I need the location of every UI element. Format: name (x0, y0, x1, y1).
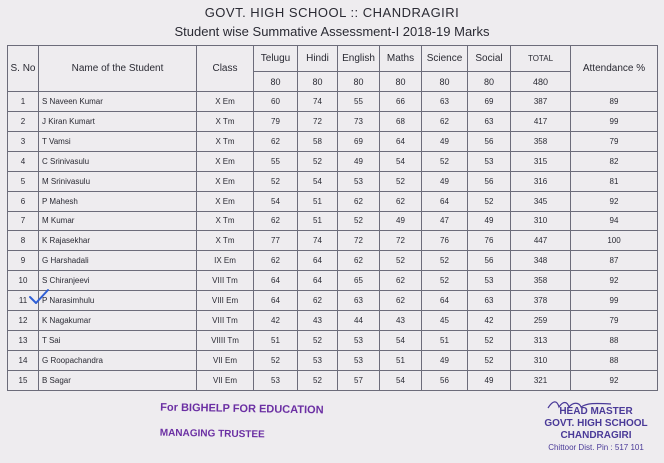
max-total: 480 (511, 72, 571, 92)
row-telugu: 53 (254, 370, 298, 390)
row-total: 310 (511, 350, 571, 370)
row-social: 52 (468, 350, 511, 370)
row-total: 259 (511, 311, 571, 331)
row-total: 321 (511, 370, 571, 390)
row-total: 310 (511, 211, 571, 231)
row-science: 76 (422, 231, 468, 251)
row-science: 64 (422, 191, 468, 211)
header-social: Social (468, 46, 511, 72)
row-class: X Tm (197, 111, 254, 131)
row-class: X Tm (197, 211, 254, 231)
row-english: 53 (338, 171, 380, 191)
row-sno: 13 (8, 331, 39, 351)
row-social: 56 (468, 171, 511, 191)
headmaster-stamp-line1: HEAD MASTER (559, 406, 633, 417)
row-telugu: 79 (254, 111, 298, 131)
row-class: IX Em (197, 251, 254, 271)
header-telugu: Telugu (254, 46, 298, 72)
row-maths: 72 (380, 231, 422, 251)
table-row (8, 231, 658, 251)
row-social: 76 (468, 231, 511, 251)
max-social: 80 (468, 72, 511, 92)
row-science: 45 (422, 311, 468, 331)
row-maths: 54 (380, 331, 422, 351)
row-class: VIII Tm (197, 271, 254, 291)
row-maths: 54 (380, 370, 422, 390)
row-telugu: 62 (254, 211, 298, 231)
row-attendance: 79 (571, 131, 658, 151)
table-row (8, 271, 658, 291)
row-name: P Narasimhulu (39, 291, 197, 311)
trust-stamp-line1: For BIGHELP FOR EDUCATION (160, 401, 324, 417)
row-hindi: 74 (298, 231, 338, 251)
row-maths: 64 (380, 131, 422, 151)
row-total: 345 (511, 191, 571, 211)
row-science: 52 (422, 151, 468, 171)
header-hindi: Hindi (298, 46, 338, 72)
row-attendance: 79 (571, 311, 658, 331)
max-telugu: 80 (254, 72, 298, 92)
row-social: 49 (468, 370, 511, 390)
row-science: 52 (422, 251, 468, 271)
row-sno: 5 (8, 171, 39, 191)
row-telugu: 64 (254, 271, 298, 291)
checkmark-icon (28, 288, 50, 306)
marks-table (7, 45, 658, 391)
row-english: 57 (338, 370, 380, 390)
row-attendance: 94 (571, 211, 658, 231)
row-science: 51 (422, 331, 468, 351)
row-social: 56 (468, 251, 511, 271)
table-row (8, 311, 658, 331)
table-row (8, 92, 658, 112)
row-total: 387 (511, 92, 571, 112)
row-sno: 12 (8, 311, 39, 331)
headmaster-stamp-line3: CHANDRAGIRI (560, 430, 632, 441)
row-class: X Em (197, 171, 254, 191)
row-social: 52 (468, 191, 511, 211)
row-class: VII Em (197, 350, 254, 370)
row-telugu: 52 (254, 171, 298, 191)
row-english: 44 (338, 311, 380, 331)
row-hindi: 64 (298, 271, 338, 291)
row-english: 52 (338, 211, 380, 231)
row-sno: 7 (8, 211, 39, 231)
row-maths: 52 (380, 251, 422, 271)
row-telugu: 60 (254, 92, 298, 112)
row-social: 63 (468, 111, 511, 131)
row-total: 358 (511, 131, 571, 151)
row-sno: 10 (8, 271, 39, 291)
row-hindi: 54 (298, 171, 338, 191)
row-english: 69 (338, 131, 380, 151)
row-hindi: 51 (298, 211, 338, 231)
row-social: 53 (468, 151, 511, 171)
max-maths: 80 (380, 72, 422, 92)
row-name: M Kumar (39, 211, 197, 231)
row-science: 64 (422, 291, 468, 311)
row-telugu: 52 (254, 350, 298, 370)
row-class: VIII Em (197, 291, 254, 311)
row-social: 52 (468, 331, 511, 351)
row-name: T Vamsi (39, 131, 197, 151)
row-sno: 2 (8, 111, 39, 131)
row-attendance: 99 (571, 291, 658, 311)
row-total: 358 (511, 271, 571, 291)
row-hindi: 74 (298, 92, 338, 112)
trust-stamp (160, 402, 324, 442)
row-maths: 66 (380, 92, 422, 112)
table-row (8, 291, 658, 311)
row-hindi: 72 (298, 111, 338, 131)
row-attendance: 88 (571, 331, 658, 351)
row-name: S Naveen Kumar (39, 92, 197, 112)
row-telugu: 54 (254, 191, 298, 211)
row-english: 72 (338, 231, 380, 251)
row-sno: 14 (8, 350, 39, 370)
row-hindi: 53 (298, 350, 338, 370)
max-science: 80 (422, 72, 468, 92)
header-attendance: Attendance % (571, 46, 658, 92)
row-attendance: 89 (571, 92, 658, 112)
table-row (8, 111, 658, 131)
row-total: 417 (511, 111, 571, 131)
row-social: 63 (468, 291, 511, 311)
row-class: VIIII Tm (197, 331, 254, 351)
row-hindi: 62 (298, 291, 338, 311)
row-attendance: 92 (571, 370, 658, 390)
row-name: G Harshadali (39, 251, 197, 271)
row-attendance: 99 (571, 111, 658, 131)
table-row (8, 331, 658, 351)
row-name: T Sai (39, 331, 197, 351)
row-name: J Kiran Kumart (39, 111, 197, 131)
row-attendance: 87 (571, 251, 658, 271)
row-total: 316 (511, 171, 571, 191)
row-sno: 15 (8, 370, 39, 390)
row-total: 348 (511, 251, 571, 271)
headmaster-stamp-line4: Chittoor Dist. Pin : 517 101 (548, 443, 644, 452)
row-social: 56 (468, 131, 511, 151)
row-social: 69 (468, 92, 511, 112)
row-telugu: 62 (254, 131, 298, 151)
header-english: English (338, 46, 380, 72)
table-row (8, 370, 658, 390)
row-class: X Em (197, 92, 254, 112)
row-sno: 1 (8, 92, 39, 112)
row-attendance: 82 (571, 151, 658, 171)
table-row (8, 131, 658, 151)
row-class: VII Em (197, 370, 254, 390)
max-english: 80 (338, 72, 380, 92)
row-attendance: 92 (571, 191, 658, 211)
header-class: Class (197, 46, 254, 92)
row-maths: 51 (380, 350, 422, 370)
row-name: G Roopachandra (39, 350, 197, 370)
row-science: 47 (422, 211, 468, 231)
row-attendance: 100 (571, 231, 658, 251)
row-social: 42 (468, 311, 511, 331)
row-total: 378 (511, 291, 571, 311)
row-name: B Sagar (39, 370, 197, 390)
headmaster-stamp-line2: GOVT. HIGH SCHOOL (544, 418, 648, 429)
row-hindi: 52 (298, 370, 338, 390)
row-class: X Tm (197, 231, 254, 251)
row-name: K Rajasekhar (39, 231, 197, 251)
row-total: 315 (511, 151, 571, 171)
row-hindi: 43 (298, 311, 338, 331)
row-hindi: 52 (298, 151, 338, 171)
row-english: 62 (338, 191, 380, 211)
table-row (8, 151, 658, 171)
row-science: 62 (422, 111, 468, 131)
header-name: Name of the Student (39, 46, 197, 92)
sheet-subtitle: Student wise Summative Assessment-I 2018-19 Marks (174, 24, 490, 39)
row-english: 73 (338, 111, 380, 131)
row-telugu: 42 (254, 311, 298, 331)
row-hindi: 64 (298, 251, 338, 271)
row-name: M Srinivasulu (39, 171, 197, 191)
row-maths: 54 (380, 151, 422, 171)
row-hindi: 52 (298, 331, 338, 351)
row-social: 53 (468, 271, 511, 291)
row-maths: 68 (380, 111, 422, 131)
row-hindi: 58 (298, 131, 338, 151)
row-name: S Chiranjeevi (39, 271, 197, 291)
row-science: 49 (422, 350, 468, 370)
table-row (8, 211, 658, 231)
headmaster-stamp (528, 406, 664, 454)
table-row (8, 191, 658, 211)
row-name: K Nagakumar (39, 311, 197, 331)
header-science: Science (422, 46, 468, 72)
row-sno: 9 (8, 251, 39, 271)
row-science: 49 (422, 171, 468, 191)
row-english: 49 (338, 151, 380, 171)
row-class: X Tm (197, 131, 254, 151)
header-sno: S. No (8, 46, 39, 92)
row-maths: 62 (380, 291, 422, 311)
table-row (8, 251, 658, 271)
header-maths: Maths (380, 46, 422, 72)
row-telugu: 77 (254, 231, 298, 251)
row-english: 63 (338, 291, 380, 311)
row-total: 313 (511, 331, 571, 351)
row-english: 55 (338, 92, 380, 112)
row-english: 53 (338, 331, 380, 351)
max-hindi: 80 (298, 72, 338, 92)
table-row (8, 171, 658, 191)
row-attendance: 88 (571, 350, 658, 370)
school-title: GOVT. HIGH SCHOOL :: CHANDRAGIRI (204, 5, 460, 20)
row-english: 62 (338, 251, 380, 271)
row-sno: 11 (8, 291, 39, 311)
row-name: C Srinivasulu (39, 151, 197, 171)
row-science: 56 (422, 370, 468, 390)
row-science: 52 (422, 271, 468, 291)
row-maths: 49 (380, 211, 422, 231)
row-total: 447 (511, 231, 571, 251)
row-english: 65 (338, 271, 380, 291)
row-attendance: 92 (571, 271, 658, 291)
row-maths: 62 (380, 271, 422, 291)
row-science: 63 (422, 92, 468, 112)
row-english: 53 (338, 350, 380, 370)
row-maths: 43 (380, 311, 422, 331)
row-science: 49 (422, 131, 468, 151)
row-name: P Mahesh (39, 191, 197, 211)
row-attendance: 81 (571, 171, 658, 191)
row-hindi: 51 (298, 191, 338, 211)
row-telugu: 62 (254, 251, 298, 271)
trust-stamp-line2: MANAGING TRUSTEE (159, 427, 265, 441)
row-telugu: 64 (254, 291, 298, 311)
header-total: TOTAL (511, 46, 571, 72)
row-class: VIII Tm (197, 311, 254, 331)
row-social: 49 (468, 211, 511, 231)
table-row (8, 350, 658, 370)
row-maths: 52 (380, 171, 422, 191)
row-telugu: 51 (254, 331, 298, 351)
row-class: X Em (197, 191, 254, 211)
row-sno: 3 (8, 131, 39, 151)
row-telugu: 55 (254, 151, 298, 171)
row-class: X Em (197, 151, 254, 171)
row-sno: 8 (8, 231, 39, 251)
row-sno: 4 (8, 151, 39, 171)
row-sno: 6 (8, 191, 39, 211)
row-maths: 62 (380, 191, 422, 211)
